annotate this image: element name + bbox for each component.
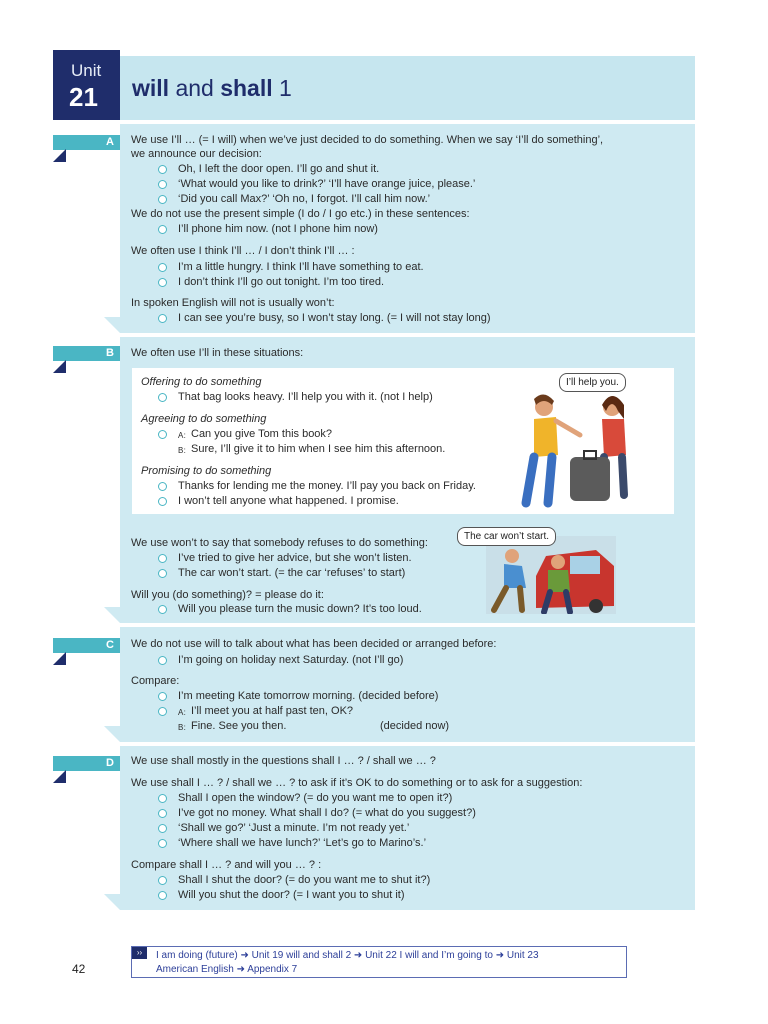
- car-illustration: [486, 536, 616, 614]
- section-a-tab: A: [53, 135, 120, 150]
- speech-bubble-car: The car won’t start.: [457, 527, 556, 546]
- bullet-icon: [158, 839, 167, 848]
- b-example-1: That bag looks heavy. I’ll help you with it. (not I help): [178, 391, 433, 403]
- b-text-2: We use won’t to say that somebody refuses to do something:: [131, 537, 428, 549]
- a-text-5: In spoken English will not is usually won’t:: [131, 297, 335, 309]
- tab-corner-c: [53, 652, 66, 665]
- helping-illustration: [512, 385, 642, 510]
- speaker-a-label: A:: [178, 708, 187, 717]
- c-text-1: We do not use will to talk about what has been decided or arranged before:: [131, 638, 497, 650]
- title-number: 1: [272, 75, 292, 101]
- d-example-3: ‘Shall we go?’ ‘Just a minute. I’m not ready yet.’: [178, 822, 410, 834]
- bullet-icon: [158, 809, 167, 818]
- d-text-1: We use shall mostly in the questions shall I … ? / shall we … ?: [131, 755, 436, 767]
- title-shall: shall: [220, 75, 273, 101]
- bullet-icon: [158, 393, 167, 402]
- bullet-icon: [158, 656, 167, 665]
- a-text-2: we announce our decision:: [131, 148, 262, 160]
- bullet-icon: [158, 876, 167, 885]
- d-example-5: Shall I shut the door? (= do you want me to shut it?): [178, 874, 431, 886]
- speech-bubble-help: I’ll help you.: [559, 373, 626, 392]
- xref-links-line1[interactable]: I am doing (future) ➜ Unit 19 will and shall 2 ➜ Unit 22 I will and I’m going to ➜ Unit 23: [156, 950, 539, 961]
- d-example-4: ‘Where shall we have lunch?’ ‘Let’s go to Marino’s.’: [178, 837, 427, 849]
- bullet-icon: [158, 794, 167, 803]
- speaker-b-label: B:: [178, 723, 187, 732]
- a-example-4: I’ll phone him now. (not I phone him now): [178, 223, 378, 235]
- a-text-4: We often use I think I’ll … / I don’t think I’ll … :: [131, 245, 355, 257]
- c-text-2: Compare:: [131, 675, 180, 687]
- bullet-icon: [158, 891, 167, 900]
- bullet-icon: [158, 497, 167, 506]
- a-example-3: ‘Did you call Max?’ ‘Oh no, I forgot. I’ll call him now.’: [178, 193, 431, 205]
- title-and: and: [169, 75, 221, 101]
- c-example-1: I’m going on holiday next Saturday. (not I’ll go): [178, 654, 404, 666]
- section-b-tab: B: [53, 346, 120, 361]
- unit-label: Unit: [71, 61, 102, 80]
- tab-corner-a: [53, 149, 66, 162]
- b-example-3: Thanks for lending me the money. I’ll pay you back on Friday.: [178, 480, 476, 492]
- section-d-tab: D: [53, 756, 120, 771]
- c-example-3b: Fine. See you then.: [191, 720, 287, 732]
- a-text-1: We use I’ll … (= I will) when we’ve just decided to do something. When we say ‘I’ll do something’,: [131, 134, 604, 146]
- bullet-icon: [158, 554, 167, 563]
- d-text-2: We use shall I … ? / shall we … ? to ask if it’s OK to do something or to ask for a suggestion:: [131, 777, 583, 789]
- bullet-icon: [158, 482, 167, 491]
- b-heading-offering: Offering to do something: [141, 376, 262, 388]
- c-example-3b-note: (decided now): [380, 720, 450, 732]
- b-heading-promising: Promising to do something: [141, 465, 272, 477]
- page-title: [132, 75, 292, 102]
- a-example-2: ‘What would you like to drink?’ ‘I’ll have orange juice, please.’: [178, 178, 476, 190]
- arrow-icon: ››: [132, 947, 147, 959]
- d-example-6: Will you shut the door? (= I want you to shut it): [178, 889, 405, 901]
- bullet-icon: [158, 165, 167, 174]
- a-example-5: I’m a little hungry. I think I’ll have something to eat.: [178, 261, 424, 273]
- speaker-b-label: B:: [178, 446, 187, 455]
- section-c-tab: C: [53, 638, 120, 653]
- a-example-6: I don’t think I’ll go out tonight. I’m too tired.: [178, 276, 385, 288]
- bullet-icon: [158, 692, 167, 701]
- a-example-1: Oh, I left the door open. I’ll go and shut it.: [178, 163, 380, 175]
- xref-links-line2[interactable]: American English ➜ Appendix 7: [156, 964, 298, 975]
- b-example-4: I won’t tell anyone what happened. I promise.: [178, 495, 399, 507]
- b-heading-agreeing: Agreeing to do something: [141, 413, 267, 425]
- bullet-icon: [158, 263, 167, 272]
- cross-reference-box: [131, 946, 627, 978]
- page-number: 42: [72, 962, 86, 976]
- bullet-icon: [158, 707, 167, 716]
- d-example-1: Shall I open the window? (= do you want me to open it?): [178, 792, 453, 804]
- d-example-2: I’ve got no money. What shall I do? (= what do you suggest?): [178, 807, 476, 819]
- bullet-icon: [158, 180, 167, 189]
- unit-badge: [53, 50, 120, 120]
- b-example-7: Will you please turn the music down? It’s too loud.: [178, 603, 422, 615]
- bullet-icon: [158, 430, 167, 439]
- title-bar: [120, 56, 695, 120]
- bullet-icon: [158, 569, 167, 578]
- a-example-7: I can see you’re busy, so I won’t stay long. (= I will not stay long): [178, 312, 491, 324]
- b-text-3: Will you (do something)? = please do it:: [131, 589, 324, 601]
- bullet-icon: [158, 605, 167, 614]
- title-will: will: [132, 75, 170, 101]
- unit-number: 21: [69, 82, 98, 112]
- bullet-icon: [158, 225, 167, 234]
- c-example-3a: I’ll meet you at half past ten, OK?: [191, 705, 354, 717]
- bullet-icon: [158, 314, 167, 323]
- b-example-2a: Can you give Tom this book?: [191, 428, 333, 440]
- tab-corner-d: [53, 770, 66, 783]
- b-example-2b: Sure, I’ll give it to him when I see him this afternoon.: [191, 443, 446, 455]
- b-example-5: I’ve tried to give her advice, but she won’t listen.: [178, 552, 412, 564]
- speaker-a-label: A:: [178, 431, 187, 440]
- c-example-2: I’m meeting Kate tomorrow morning. (decided before): [178, 690, 439, 702]
- d-text-3: Compare shall I … ? and will you … ? :: [131, 859, 322, 871]
- bullet-icon: [158, 278, 167, 287]
- b-text-1: We often use I’ll in these situations:: [131, 347, 304, 359]
- bullet-icon: [158, 195, 167, 204]
- b-example-6: The car won’t start. (= the car ‘refuses’ to start): [178, 567, 406, 579]
- a-text-3: We do not use the present simple (I do / I go etc.) in these sentences:: [131, 208, 470, 220]
- bullet-icon: [158, 824, 167, 833]
- tab-corner-b: [53, 360, 66, 373]
